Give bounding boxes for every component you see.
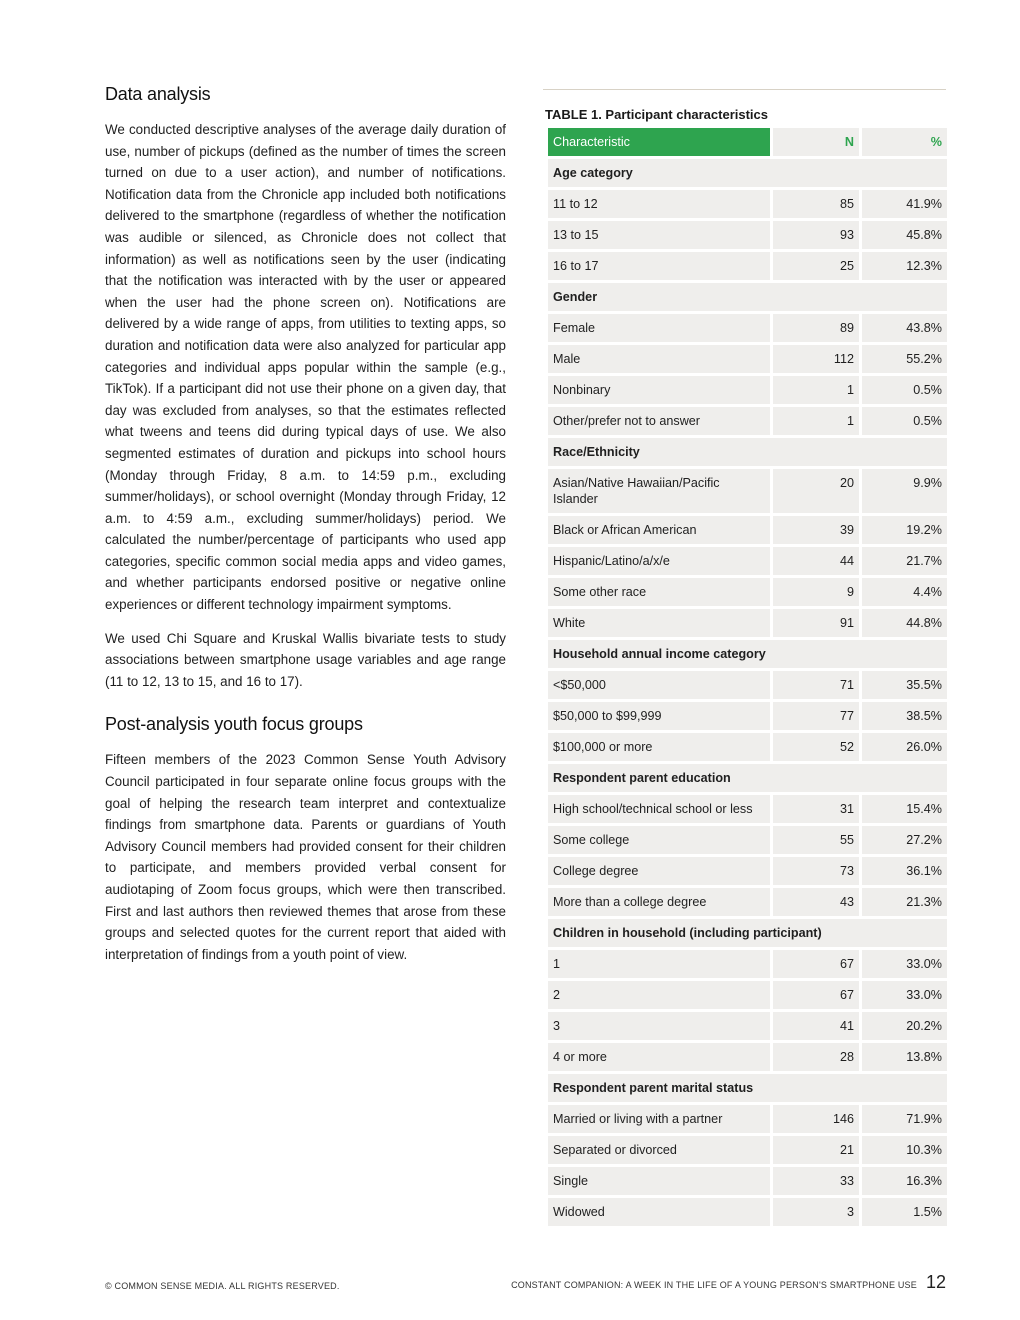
- table-cell-n: 52: [773, 733, 859, 761]
- table-cell-label: Widowed: [548, 1198, 770, 1226]
- table-cell-n: 146: [773, 1105, 859, 1133]
- table-cell-label: Separated or divorced: [548, 1136, 770, 1164]
- table-cell-percent: 0.5%: [862, 376, 947, 404]
- table-cell-percent: 12.3%: [862, 252, 947, 280]
- section-heading-focus-groups: Post-analysis youth focus groups: [105, 714, 363, 735]
- table-cell-label: 16 to 17: [548, 252, 770, 280]
- table-cell-label: Nonbinary: [548, 376, 770, 404]
- divider: [543, 89, 946, 90]
- table-cell-label: Other/prefer not to answer: [548, 407, 770, 435]
- paragraph: Fifteen members of the 2023 Common Sense Youth Advisory Council participated in four separate online focus groups with the goal of helping the research team interpret and contextualize findings from smartphone data. Parents or guardians of Youth Advisory Council members had provided consent for their children to participate, and members provided verbal consent for audiotaping of Zoom focus groups, which were then transcribed. First and last authors then reviewed themes that arose from these groups and selected quotes for the current report that aided with interpretation of findings from a youth point of view.: [105, 752, 506, 962]
- table-cell-label: Black or African American: [548, 516, 770, 544]
- table-header-n: N: [773, 128, 859, 156]
- table-cell-percent: 10.3%: [862, 1136, 947, 1164]
- table-cell-n: 20: [773, 469, 859, 513]
- table-cell-percent: 45.8%: [862, 221, 947, 249]
- table-cell-percent: 21.7%: [862, 547, 947, 575]
- table-cell-percent: 0.5%: [862, 407, 947, 435]
- table-cell-label: $50,000 to $99,999: [548, 702, 770, 730]
- table-cell-percent: 9.9%: [862, 469, 947, 513]
- table-cell-percent: 19.2%: [862, 516, 947, 544]
- table-cell-percent: 1.5%: [862, 1198, 947, 1226]
- table-cell-label: Asian/Native Hawaiian/Pacific Islander: [548, 469, 770, 513]
- table-category-row: Race/Ethnicity: [548, 438, 947, 466]
- table-cell-n: 93: [773, 221, 859, 249]
- table-cell-percent: 71.9%: [862, 1105, 947, 1133]
- table-cell-n: 1: [773, 407, 859, 435]
- table-cell-percent: 33.0%: [862, 950, 947, 978]
- table-cell-percent: 33.0%: [862, 981, 947, 1009]
- table-cell-n: 31: [773, 795, 859, 823]
- table-cell-label: $100,000 or more: [548, 733, 770, 761]
- table-cell-label: High school/technical school or less: [548, 795, 770, 823]
- table-cell-label: Single: [548, 1167, 770, 1195]
- table-cell-n: 1: [773, 376, 859, 404]
- table-cell-label: 13 to 15: [548, 221, 770, 249]
- table-cell-n: 33: [773, 1167, 859, 1195]
- table-cell-n: 73: [773, 857, 859, 885]
- table-cell-n: 28: [773, 1043, 859, 1071]
- table-cell-label: 2: [548, 981, 770, 1009]
- table-category-row: Household annual income category: [548, 640, 947, 668]
- table-cell-percent: 27.2%: [862, 826, 947, 854]
- table-cell-n: 44: [773, 547, 859, 575]
- table-cell-n: 71: [773, 671, 859, 699]
- table-cell-label: Some other race: [548, 578, 770, 606]
- table-cell-n: 89: [773, 314, 859, 342]
- table-cell-label: 3: [548, 1012, 770, 1040]
- table-cell-percent: 16.3%: [862, 1167, 947, 1195]
- page-number: 12: [925, 1272, 946, 1292]
- table-cell-label: College degree: [548, 857, 770, 885]
- section-heading-data-analysis: Data analysis: [105, 84, 211, 104]
- table-cell-percent: 43.8%: [862, 314, 947, 342]
- table-cell-n: 67: [773, 981, 859, 1009]
- left-column: [105, 84, 506, 977]
- table-cell-n: 9: [773, 578, 859, 606]
- table-cell-label: <$50,000: [548, 671, 770, 699]
- table-cell-label: White: [548, 609, 770, 637]
- table-cell-label: Married or living with a partner: [548, 1105, 770, 1133]
- footer-copyright: © COMMON SENSE MEDIA. ALL RIGHTS RESERVED.: [105, 1281, 340, 1291]
- table-cell-n: 39: [773, 516, 859, 544]
- table-cell-n: 41: [773, 1012, 859, 1040]
- table-header-percent: %: [862, 128, 947, 156]
- table-cell-percent: 35.5%: [862, 671, 947, 699]
- table-cell-percent: 4.4%: [862, 578, 947, 606]
- table-cell-n: 67: [773, 950, 859, 978]
- table-cell-n: 3: [773, 1198, 859, 1226]
- table-category-row: Gender: [548, 283, 947, 311]
- paragraph: We conducted descriptive analyses of the average daily duration of use, number of pickups (defined as the number of times the screen turned on due to a user action), and number of notifications. Notification data from the Chronicle app included both notifications delivered to the smartphone (regardless of whether the notification was audible or silenced, as Chronicle does not collect that information) as well as notifications seen by the user (indicating that the notification was interacted with by the user or appeared when the user had the phone screen on). Notifications are delivered by a wide range of apps, from utilities to texting apps, so duration and notification data were also analyzed for particular app categories and individual apps popular within the sample (e.g., TikTok). If a participant did not use their phone on a given day, that day was excluded from analyses, so that the estimates reflected what tweens and teens did during typical days of use. We also segmented estimates of duration and pickups into school hours (Monday through Friday, 8 a.m. to 14:59 p.m., excluding summer/holidays), or school overnight (Monday through Friday, 12 a.m. to 4:59 a.m., excluding summer/holidays) period. We calculated the number/percentage of participants who used app categories, specific common social media apps and video games, and whether participants endorsed positive or negative online experiences or different technology impairment symptoms.: [105, 122, 506, 613]
- table-cell-label: 4 or more: [548, 1043, 770, 1071]
- footer-report-title: CONSTANT COMPANION: A WEEK IN THE LIFE OF A YOUNG PERSON'S SMARTPHONE USE: [511, 1280, 917, 1290]
- table-title: TABLE 1. Participant characteristics: [545, 107, 769, 122]
- table-cell-percent: 20.2%: [862, 1012, 947, 1040]
- table-cell-percent: 44.8%: [862, 609, 947, 637]
- table-cell-n: 55: [773, 826, 859, 854]
- table-cell-label: 1: [548, 950, 770, 978]
- table-cell-label: Female: [548, 314, 770, 342]
- table-cell-n: 91: [773, 609, 859, 637]
- table-cell-label: Male: [548, 345, 770, 373]
- table-cell-label: 11 to 12: [548, 190, 770, 218]
- table-header-characteristic: Characteristic: [548, 128, 770, 156]
- table-cell-n: 25: [773, 252, 859, 280]
- participant-table: [548, 128, 946, 1226]
- table-cell-n: 77: [773, 702, 859, 730]
- right-column: [543, 89, 946, 1226]
- table-cell-n: 112: [773, 345, 859, 373]
- table-cell-n: 21: [773, 1136, 859, 1164]
- table-cell-percent: 15.4%: [862, 795, 947, 823]
- table-category-row: Respondent parent marital status: [548, 1074, 947, 1102]
- table-category-row: Respondent parent education: [548, 764, 947, 792]
- table-cell-label: More than a college degree: [548, 888, 770, 916]
- table-cell-percent: 36.1%: [862, 857, 947, 885]
- table-cell-percent: 13.8%: [862, 1043, 947, 1071]
- table-category-row: Children in household (including participant): [548, 919, 947, 947]
- table-cell-percent: 55.2%: [862, 345, 947, 373]
- table-cell-label: Some college: [548, 826, 770, 854]
- paragraph: We used Chi Square and Kruskal Wallis bivariate tests to study associations between smartphone usage variables and age range (11 to 12, 13 to 15, and 16 to 17).: [105, 630, 506, 689]
- table-cell-n: 43: [773, 888, 859, 916]
- table-cell-label: Hispanic/Latino/a/x/e: [548, 547, 770, 575]
- table-cell-percent: 38.5%: [862, 702, 947, 730]
- table-cell-percent: 41.9%: [862, 190, 947, 218]
- footer-right: [511, 1272, 946, 1293]
- table-cell-percent: 21.3%: [862, 888, 947, 916]
- table-cell-percent: 26.0%: [862, 733, 947, 761]
- table-cell-n: 85: [773, 190, 859, 218]
- table-category-row: Age category: [548, 159, 947, 187]
